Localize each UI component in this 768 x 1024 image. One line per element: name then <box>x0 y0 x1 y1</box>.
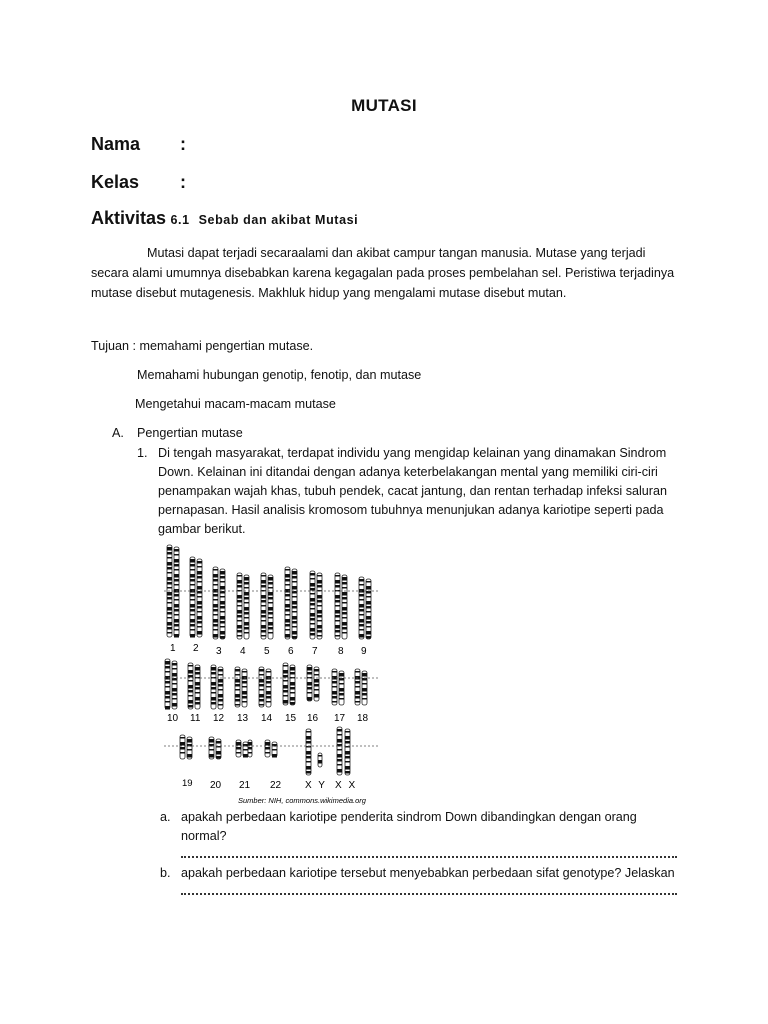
chromosome-31 <box>307 665 312 701</box>
chromosome-16 <box>342 575 347 639</box>
activity-label: Aktivitas <box>91 208 167 228</box>
activity-number: 6.1 <box>170 213 190 227</box>
question-item-1 <box>137 444 677 539</box>
chromosome-28 <box>266 669 271 707</box>
chromosome-6 <box>220 569 225 639</box>
question-a-text: apakah perbedaan kariotipe penderita sindrom Down dibandingkan dengan orang normal? <box>181 810 637 843</box>
chromosome-40 <box>216 739 221 759</box>
chromosome-7 <box>237 573 242 639</box>
item-1-number: 1. <box>137 446 148 460</box>
karyo-label-21: 21 <box>239 780 251 791</box>
chromosome-11 <box>285 567 290 639</box>
chromosome-42 <box>243 742 248 758</box>
karyotype-figure <box>160 539 384 809</box>
karyo-label-3: 3 <box>216 646 222 657</box>
intro-text: Mutasi dapat terjadi secaraalami dan akibat campur tangan manusia. Mutase yang terjadi secara alami umumnya disebabkan karena kegagalan pada proses pembelahan sel. Peristiwa terjadinya mutase disebut mutagenesis. Makhluk hidup yang mengalami mutase disebut mutan. <box>91 246 675 300</box>
chromosome-8 <box>244 575 249 639</box>
section-a-label: A. <box>112 426 124 440</box>
chromosome-38 <box>187 737 192 759</box>
chromosome-34 <box>339 671 344 705</box>
karyotype-source: Sumber: NIH, commons.wikimedia.org <box>238 796 366 805</box>
question-b-label: b. <box>160 866 171 880</box>
page-title: MUTASI <box>351 96 417 115</box>
karyo-label-2: 2 <box>193 643 199 654</box>
chromosome-24 <box>218 667 223 709</box>
karyo-label-9: 9 <box>361 646 367 657</box>
karyo-label-10: 10 <box>167 713 179 724</box>
question-b-text: apakah perbedaan kariotipe tersebut menyebabkan perbedaan sifat genotype? Jelaskan <box>181 866 675 880</box>
class-label: Kelas <box>91 172 140 192</box>
karyo-label-22: 22 <box>270 780 282 791</box>
name-label: Nama <box>91 134 141 154</box>
chromosome-36 <box>362 671 367 705</box>
item-1-text: Di tengah masyarakat, terdapat individu yang mengidap kelainan yang dinamakan Sindrom Down. Kelainan ini ditandai dengan adanya keterbelakangan mental yang memiliki ciri-ciri penampakan wajah khas, tubuh pendek, cacat jantung, dan rentan terhadap infeksi saluran pernapasan. Hasil analisis kromosom tubuhnya menunjukan adanya kariotipe seperti pada gambar berikut. <box>158 446 668 536</box>
karyo-label-5: 5 <box>264 646 270 657</box>
karyo-label-15: 15 <box>285 713 297 724</box>
name-field <box>91 134 186 155</box>
chromosome-2 <box>174 547 179 638</box>
karyo-label-19: 19 <box>182 778 193 789</box>
karyo-label-8: 8 <box>338 646 344 657</box>
class-field <box>91 172 186 193</box>
chromosome-26 <box>242 669 247 707</box>
karyo-label-7: 7 <box>312 646 318 657</box>
karyo-label-xx: X X <box>335 780 358 791</box>
chromosome-39 <box>209 737 214 759</box>
chromosome-44 <box>272 742 277 758</box>
chromosome-27 <box>259 667 264 707</box>
chromosome-37 <box>180 735 185 759</box>
chromosome-20 <box>172 661 177 709</box>
tujuan-line-1: Tujuan : memahami pengertian mutase. <box>91 339 314 353</box>
chromosome-12 <box>292 569 297 639</box>
name-colon: : <box>180 134 186 154</box>
question-a-label: a. <box>160 810 171 824</box>
chromosome-25 <box>235 667 240 707</box>
karyo-label-11: 11 <box>190 713 201 724</box>
chromosome-layer <box>165 545 371 775</box>
karyo-label-6: 6 <box>288 646 294 657</box>
chromosome-17 <box>359 577 364 639</box>
chromosome-48 <box>337 727 342 775</box>
karyo-label-18: 18 <box>357 713 369 724</box>
question-b <box>160 864 680 883</box>
chromosome-29 <box>283 663 288 705</box>
chromosome-4 <box>197 559 202 637</box>
chromosome-30 <box>290 665 295 705</box>
activity-title: Sebab dan akibat Mutasi <box>198 213 359 227</box>
karyo-label-16: 16 <box>307 713 319 724</box>
karyo-label-12: 12 <box>213 713 225 724</box>
chromosome-21 <box>188 663 193 709</box>
question-a <box>160 808 680 846</box>
intro-paragraph <box>91 243 681 303</box>
chromosome-13 <box>310 571 315 639</box>
karyo-label-17: 17 <box>334 713 346 724</box>
chromosome-35 <box>355 669 360 705</box>
chromosome-43 <box>265 740 270 757</box>
chromosome-46 <box>306 729 311 775</box>
activity-heading <box>91 208 358 229</box>
karyo-label-14: 14 <box>261 713 273 724</box>
chromosome-9 <box>261 573 266 639</box>
chromosome-5 <box>213 567 218 639</box>
chromosome-19 <box>165 659 170 710</box>
chromosome-45 <box>248 740 252 757</box>
class-colon: : <box>180 172 186 192</box>
karyo-label-1: 1 <box>170 643 176 654</box>
chromosome-10 <box>268 575 273 639</box>
chromosome-49 <box>345 729 350 775</box>
chromosome-32 <box>314 667 319 701</box>
tujuan-line-3: Mengetahui macam-macam mutase <box>135 397 336 411</box>
karyo-label-20: 20 <box>210 780 222 791</box>
chromosome-3 <box>190 557 195 638</box>
chromosome-23 <box>211 665 216 709</box>
answer-line-b[interactable] <box>181 889 677 895</box>
section-a-title: Pengertian mutase <box>137 426 243 440</box>
karyo-label-13: 13 <box>237 713 249 724</box>
chromosome-22 <box>195 665 200 709</box>
tujuan-line-2: Memahami hubungan genotip, fenotip, dan mutase <box>137 368 422 382</box>
answer-line-a[interactable] <box>181 852 677 858</box>
karyo-label-4: 4 <box>240 646 246 657</box>
karyotype-image <box>160 539 384 809</box>
chromosome-33 <box>332 669 337 705</box>
chromosome-41 <box>236 740 241 757</box>
chromosome-15 <box>335 573 340 639</box>
chromosome-14 <box>317 573 322 639</box>
chromosome-18 <box>366 579 371 639</box>
karyo-label-xy: X Y <box>305 780 327 791</box>
chromosome-47 <box>318 753 322 767</box>
